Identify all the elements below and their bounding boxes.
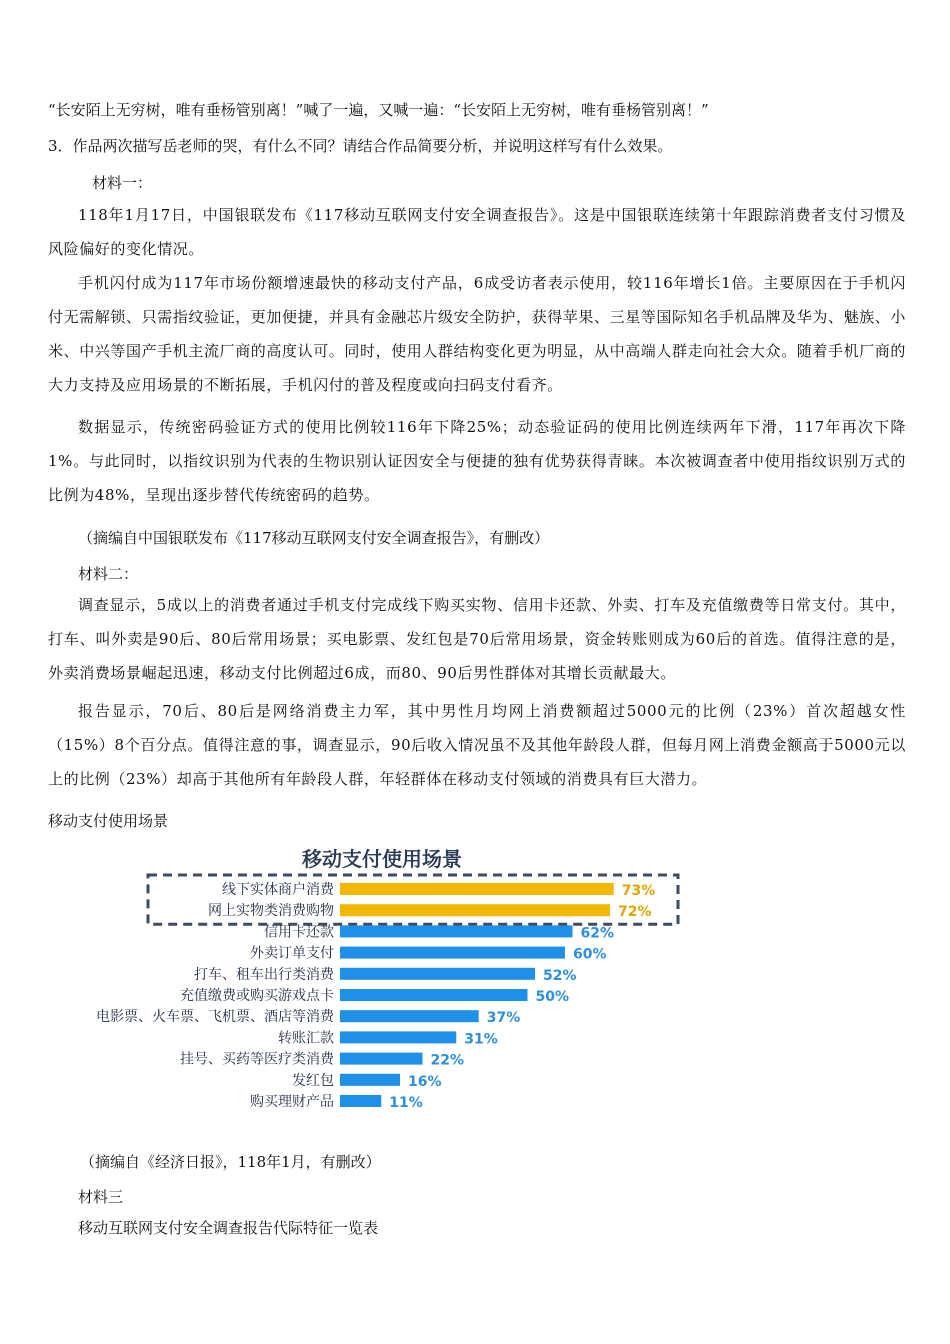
bar-2 bbox=[340, 904, 610, 916]
material3-table-title: 移动互联网支付安全调查报告代际特征一览表 bbox=[78, 1219, 379, 1237]
material2-paragraph-2: 报告显示，70后、80后是网络消费主力军，其中男性月均网上消费额超过5000元的比例（23%）首次超越女性（15%）8个百分点。值得注意的事，调查显示，90后收入情况虽不及其他年龄段人群，但每月网上消费金额高于5000元以上的比例（23%）却高于其他所有年龄段人群，年轻群体在移动支付领域的消费具有巨大潜力。 bbox=[48, 702, 906, 788]
material2-paragraph-1: 调查显示，5成以上的消费者通过手机支付完成线下购买实物、信用卡还款、外卖、打车及充值缴费等日常支付。其中，打车、叫外卖是90后、80后常用场景；买电影票、发红包是70后常用场景，资金转账则成为60后的首选。值得注意的是，外卖消费场景崛起迅速，移动支付比例超过6成，而80、90后男性群体对其增长贡献最大。 bbox=[48, 596, 906, 682]
bar-4 bbox=[340, 947, 565, 959]
value-label-8: 31% bbox=[464, 1031, 498, 1048]
value-label-11: 11% bbox=[389, 1095, 423, 1111]
category-label-8: 转账汇款 bbox=[278, 1030, 334, 1047]
top-quote: “长安陌上无穷树，唯有垂杨管别离！”喊了一遍，又喊一遍：“长安陌上无穷树，唯有垂杨管别离！” bbox=[48, 101, 709, 119]
material1-paragraph-3: 数据显示，传统密码验证方式的使用比例较116年下降25%；动态验证码的使用比例连续两年下滑，117年再次下降1%。与此同时，以指纹识别为代表的生物识别认证因安全与便捷的独有优势获得青睐。本次被调查者中使用指纹识别万式的比例为48%，呈现出逐步替代传统密码的趋势。 bbox=[48, 418, 906, 504]
value-label-1: 73% bbox=[621, 883, 656, 899]
bar-3 bbox=[340, 925, 573, 937]
bar-10 bbox=[340, 1074, 400, 1086]
category-label-4: 外卖订单支付 bbox=[250, 945, 334, 962]
value-label-9: 22% bbox=[430, 1052, 465, 1069]
material1-heading: 材料一： bbox=[92, 174, 153, 192]
material2-source: （摘编自《经济日报》，118年1月，有删改） bbox=[80, 1153, 381, 1171]
value-label-3: 62% bbox=[580, 925, 615, 942]
material1-paragraph-1: 118年1月17日，中国银联发布《117移动互联网支付安全调查报告》。这是中国银联连续第十年跟踪消费者支付习惯及风险偏好的变化情况。 bbox=[48, 206, 906, 258]
value-label-10: 16% bbox=[408, 1073, 442, 1090]
bar-11 bbox=[340, 1095, 381, 1107]
category-label-10: 发红包 bbox=[292, 1072, 334, 1089]
bar-8 bbox=[340, 1031, 456, 1043]
material3-heading: 材料三 bbox=[78, 1188, 124, 1206]
chart-title: 移动支付使用场景 bbox=[302, 847, 462, 871]
value-label-5: 52% bbox=[543, 967, 577, 984]
material1-paragraph-2: 手机闪付成为117年市场份额增速最快的移动支付产品，6成受访者表示使用，较116年增长1倍。主要原因在于手机闪付无需解锁、只需指纹验证，更加便捷，并具有金融芯片级安全防护，获得苹果、三星等国际知名手机品牌及华为、魅族、小米、中兴等国产手机主流厂商的高度认可。同时，使用人群结构变化更为明显，从中高端人群走向社会大众。随着手机厂商的大力支持及应用场景的不断拓展，手机闪付的普及程度或向扫码支付看齐。 bbox=[48, 274, 907, 394]
bar-9 bbox=[340, 1053, 423, 1065]
bar-5 bbox=[340, 968, 535, 980]
material2-heading: 材料二： bbox=[78, 565, 139, 583]
bar-6 bbox=[340, 989, 528, 1001]
material1-source: （摘编自中国银联发布《117移动互联网支付安全调查报告》，有删改） bbox=[78, 529, 550, 547]
value-label-2: 72% bbox=[618, 904, 652, 921]
category-label-5: 打车、租车出行类消费 bbox=[194, 966, 334, 983]
usage-scenario-chart bbox=[40, 836, 700, 1126]
bar-7 bbox=[340, 1010, 479, 1022]
category-label-3: 信用卡还款 bbox=[264, 924, 334, 941]
category-label-9: 挂号、买药等医疗类消费 bbox=[180, 1051, 334, 1068]
category-label-2: 网上实物类消费购物 bbox=[208, 903, 334, 920]
value-label-4: 60% bbox=[573, 946, 607, 963]
value-label-7: 37% bbox=[486, 1010, 521, 1027]
category-label-6: 充值缴费或购买游戏点卡 bbox=[180, 988, 334, 1004]
category-label-1: 线下实体商户消费 bbox=[222, 882, 334, 898]
bar-1 bbox=[340, 883, 614, 895]
value-label-6: 50% bbox=[535, 989, 570, 1005]
category-label-7: 电影票、火车票、飞机票、酒店等消费 bbox=[96, 1009, 334, 1026]
bar-chart-svg bbox=[40, 836, 700, 1126]
category-label-11: 购买理财产品 bbox=[250, 1094, 334, 1110]
question-3: 3．作品两次描写岳老师的哭，有什么不同？请结合作品简要分析，并说明这样写有什么效果。 bbox=[48, 137, 673, 155]
chart-caption: 移动支付使用场景 bbox=[48, 812, 169, 830]
